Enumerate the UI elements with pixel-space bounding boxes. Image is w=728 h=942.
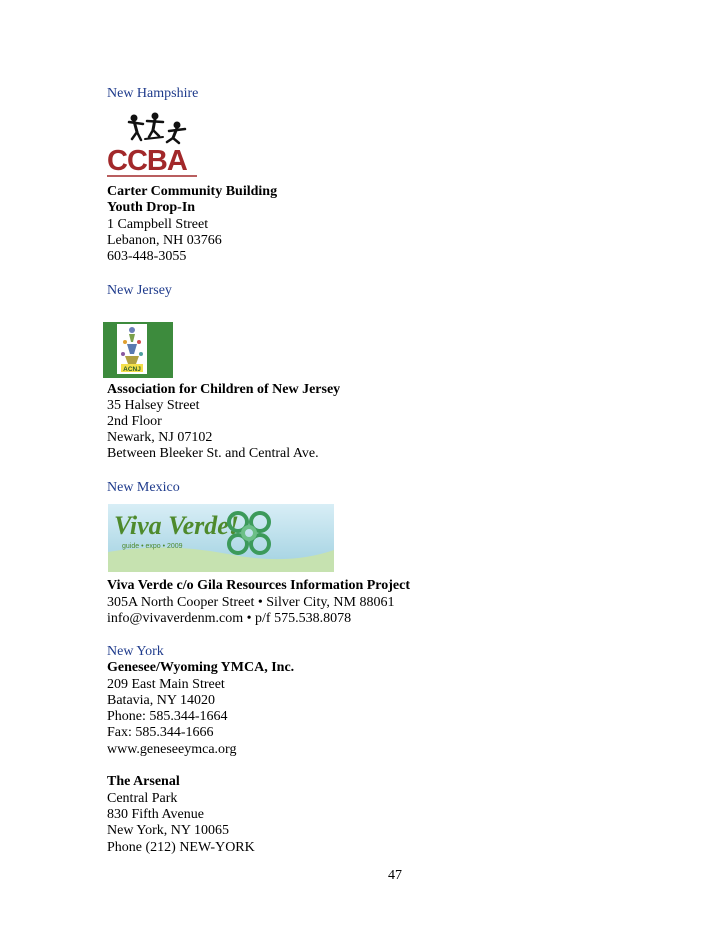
entry-address-line: Lebanon, NH 03766: [107, 233, 222, 248]
entry-name: The Arsenal: [107, 774, 180, 789]
entry-contact: info@vivaverdenm.com • p/f 575.538.8078: [107, 611, 352, 626]
entry-phone: 603-448-3055: [107, 249, 187, 264]
entry-address-line: 830 Fifth Avenue: [107, 807, 204, 822]
state-heading-new-york[interactable]: New York: [107, 644, 164, 659]
state-heading-new-jersey[interactable]: New Jersey: [107, 283, 172, 298]
page-number: 47: [388, 868, 402, 883]
entry-phone: Phone: 585.344-1664: [107, 709, 228, 724]
acnj-logo: [103, 322, 173, 378]
ccba-logo-text: CCBA: [107, 145, 187, 177]
entry-name: Viva Verde c/o Gila Resources Information Project: [107, 578, 411, 593]
viva-verde-logo-title: Viva Verde!: [114, 511, 239, 540]
entry-address-line: Newark, NJ 07102: [107, 430, 213, 445]
state-heading-new-hampshire[interactable]: New Hampshire: [107, 86, 199, 101]
entry-address-line: 2nd Floor: [107, 414, 162, 429]
ccba-figures-icon: [129, 113, 185, 143]
entry-address-line: New York, NY 10065: [107, 823, 229, 838]
entry-fax: Fax: 585.344-1666: [107, 725, 214, 740]
entry-directions: Between Bleeker St. and Central Ave.: [107, 446, 319, 461]
state-heading-new-mexico[interactable]: New Mexico: [107, 480, 180, 495]
entry-address-line: 35 Halsey Street: [107, 398, 200, 413]
entry-name: Genesee/Wyoming YMCA, Inc.: [107, 660, 295, 675]
entry-address-line: 1 Campbell Street: [107, 217, 209, 232]
entry-subtitle: Youth Drop-In: [107, 200, 196, 215]
entry-address-line: Central Park: [107, 791, 178, 806]
entry-phone: Phone (212) NEW-YORK: [107, 840, 255, 855]
entry-name: Carter Community Building: [107, 184, 278, 199]
viva-verde-logo-tagline: guide • expo • 2009: [122, 543, 183, 550]
viva-verde-logo: [108, 504, 334, 572]
ccba-logo: [107, 112, 199, 178]
acnj-logo-text: ACNJ: [123, 366, 141, 373]
entry-website: www.geneseeymca.org: [107, 742, 237, 757]
entry-address-line: 209 East Main Street: [107, 677, 225, 692]
entry-name: Association for Children of New Jersey: [107, 382, 341, 397]
entry-address-line: Batavia, NY 14020: [107, 693, 215, 708]
entry-address-line: 305A North Cooper Street • Silver City, NM 88061: [107, 595, 395, 610]
